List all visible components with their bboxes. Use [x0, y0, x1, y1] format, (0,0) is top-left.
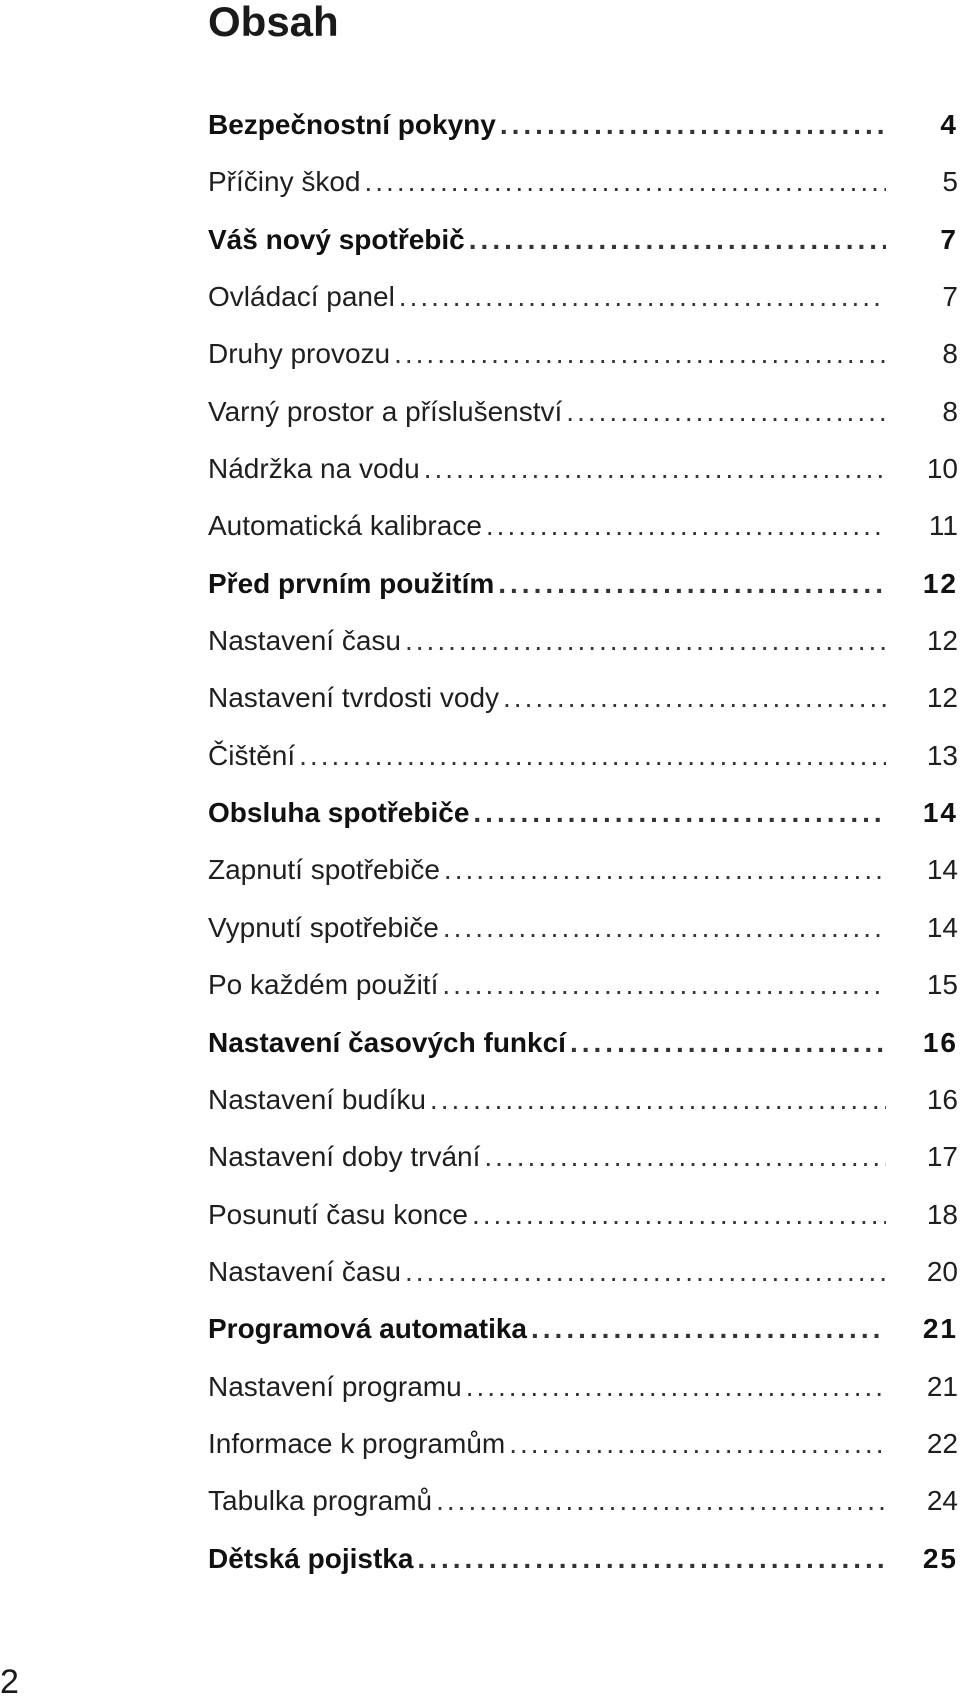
toc-entry-title: Nastavení času [208, 1255, 401, 1287]
dot-leader [498, 555, 886, 612]
toc-entry-title: Informace k programům [208, 1427, 506, 1459]
table-of-contents [208, 96, 958, 1587]
toc-section-entry[interactable] [208, 1128, 958, 1185]
toc-section-entry[interactable] [208, 669, 958, 726]
toc-chapter-entry[interactable] [208, 96, 958, 153]
toc-entry-page-number: 7 [942, 281, 958, 313]
toc-entry-title: Nastavení tvrdosti vody [208, 682, 500, 714]
toc-entry-page-number: 25 [922, 1542, 958, 1574]
toc-entry-title: Nastavení programu [208, 1370, 462, 1402]
toc-entry-page-number: 20 [926, 1255, 958, 1287]
toc-section-entry[interactable] [208, 841, 958, 898]
toc-section-entry[interactable] [208, 612, 958, 669]
toc-entry-title: Příčiny škod [208, 166, 361, 198]
dot-leader [486, 497, 886, 554]
toc-entry-page-number: 18 [926, 1198, 958, 1230]
dot-leader [469, 211, 886, 268]
toc-entry-title: Obsluha spotřebiče [208, 797, 470, 829]
dot-leader [417, 1530, 886, 1587]
toc-chapter-entry[interactable] [208, 211, 958, 268]
dot-leader [430, 1071, 886, 1128]
toc-entry-page-number: 5 [942, 166, 958, 198]
toc-section-entry[interactable] [208, 497, 958, 554]
toc-entry-title: Před prvním použitím [208, 567, 495, 599]
toc-chapter-entry[interactable] [208, 1530, 958, 1587]
toc-section-entry[interactable] [208, 153, 958, 210]
toc-chapter-entry[interactable] [208, 1014, 958, 1071]
dot-leader [531, 1300, 886, 1357]
toc-entry-page-number: 8 [942, 395, 958, 427]
toc-entry-page-number: 4 [940, 109, 958, 140]
dot-leader [365, 153, 887, 210]
dot-leader [443, 899, 886, 956]
toc-entry-page-number: 14 [926, 854, 958, 886]
toc-entry-title: Programová automatika [208, 1313, 527, 1345]
dot-leader [466, 1358, 886, 1415]
toc-entry-title: Zapnutí spotřebiče [208, 854, 440, 886]
toc-entry-page-number: 14 [922, 797, 958, 829]
toc-entry-page-number: 7 [940, 223, 958, 255]
dot-leader [503, 669, 886, 726]
toc-section-entry[interactable] [208, 899, 958, 956]
toc-entry-title: Po každém použití [208, 969, 439, 1001]
dot-leader [442, 956, 886, 1013]
toc-entry-title: Nádržka na vodu [208, 453, 420, 485]
dot-leader [472, 1186, 886, 1243]
toc-entry-page-number: 13 [926, 739, 958, 771]
toc-entry-page-number: 24 [926, 1485, 958, 1517]
dot-leader [509, 1415, 886, 1472]
toc-entry-page-number: 14 [926, 911, 958, 943]
dot-leader [473, 784, 886, 841]
toc-chapter-entry[interactable] [208, 784, 958, 841]
toc-entry-title: Varný prostor a příslušenství [208, 395, 563, 427]
toc-entry-title: Nastavení časových funkcí [208, 1026, 566, 1058]
toc-entry-title: Posunutí času konce [208, 1198, 468, 1230]
toc-entry-page-number: 15 [926, 969, 958, 1001]
dot-leader [399, 268, 886, 325]
dot-leader [566, 383, 886, 440]
dot-leader [484, 1128, 886, 1185]
dot-leader [444, 841, 886, 898]
dot-leader [436, 1472, 886, 1529]
toc-section-entry[interactable] [208, 1415, 958, 1472]
toc-entry-page-number: 22 [926, 1427, 958, 1459]
toc-entry-page-number: 12 [922, 567, 958, 599]
toc-entry-page-number: 16 [922, 1026, 958, 1058]
toc-entry-title: Nastavení doby trvání [208, 1141, 481, 1173]
toc-entry-title: Vypnutí spotřebiče [208, 911, 439, 943]
page-title: Obsah [208, 0, 339, 45]
dot-leader [394, 325, 886, 382]
dot-leader [570, 1014, 886, 1071]
toc-chapter-entry[interactable] [208, 555, 958, 612]
dot-leader [405, 612, 886, 669]
toc-entry-title: Čištění [208, 739, 296, 771]
page-number: 2 [0, 1663, 19, 1701]
toc-section-entry[interactable] [208, 1071, 958, 1128]
toc-section-entry[interactable] [208, 268, 958, 325]
dot-leader [500, 96, 886, 153]
dot-leader [424, 440, 886, 497]
toc-entry-page-number: 21 [926, 1370, 958, 1402]
toc-entry-page-number: 10 [926, 453, 958, 485]
toc-section-entry[interactable] [208, 727, 958, 784]
toc-entry-title: Druhy provozu [208, 338, 391, 370]
toc-entry-title: Tabulka programů [208, 1485, 433, 1517]
toc-entry-page-number: 16 [926, 1083, 958, 1115]
toc-section-entry[interactable] [208, 956, 958, 1013]
toc-entry-title: Nastavení budíku [208, 1083, 426, 1115]
toc-entry-page-number: 21 [922, 1313, 958, 1345]
toc-entry-page-number: 12 [926, 682, 958, 714]
toc-section-entry[interactable] [208, 1358, 958, 1415]
toc-entry-title: Nastavení času [208, 625, 401, 657]
toc-entry-title: Dětská pojistka [208, 1542, 414, 1574]
toc-entry-page-number: 8 [942, 338, 958, 370]
toc-entry-page-number: 17 [926, 1141, 958, 1173]
toc-entry-page-number: 11 [928, 510, 958, 542]
dot-leader [405, 1243, 886, 1300]
toc-entry-title: Bezpečnostní pokyny [208, 109, 496, 140]
toc-section-entry[interactable] [208, 1472, 958, 1529]
toc-section-entry[interactable] [208, 325, 958, 382]
toc-section-entry[interactable] [208, 383, 958, 440]
toc-entry-title: Váš nový spotřebič [208, 223, 465, 255]
toc-section-entry[interactable] [208, 1243, 958, 1300]
toc-chapter-entry[interactable] [208, 1300, 958, 1357]
dot-leader [299, 727, 886, 784]
toc-section-entry[interactable] [208, 1186, 958, 1243]
toc-entry-title: Automatická kalibrace [208, 510, 482, 542]
toc-entry-page-number: 12 [926, 625, 958, 657]
toc-section-entry[interactable] [208, 440, 958, 497]
toc-entry-title: Ovládací panel [208, 281, 395, 313]
